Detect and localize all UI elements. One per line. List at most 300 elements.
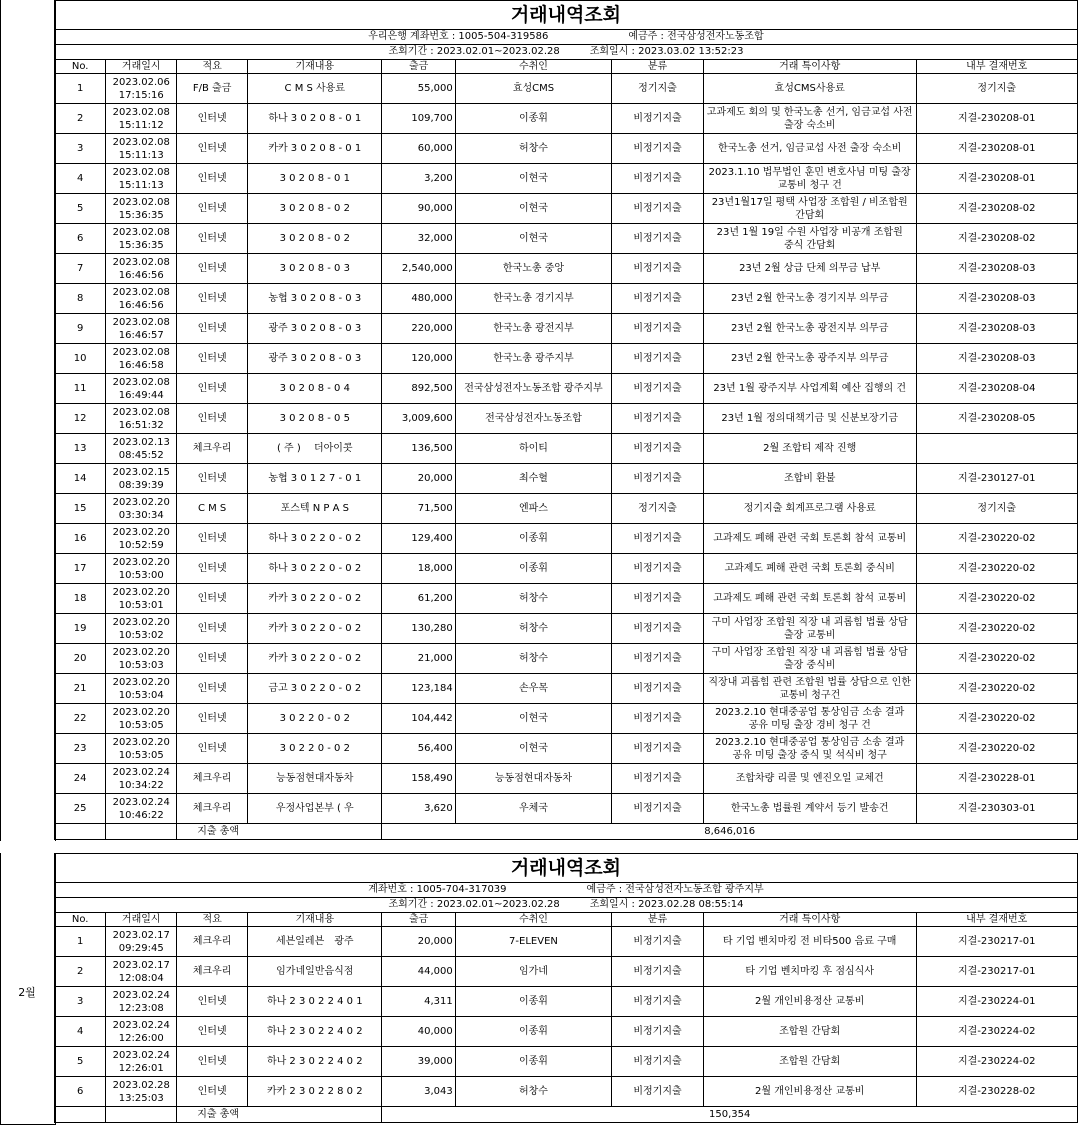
approval-number: 지결-230220-02 bbox=[916, 524, 1077, 554]
transaction-datetime bbox=[106, 644, 177, 674]
transaction-datetime bbox=[106, 314, 177, 344]
expense-category: 비정기지출 bbox=[612, 794, 704, 824]
row-number: 19 bbox=[55, 614, 106, 644]
transaction-date: 2023.02.28 bbox=[112, 1079, 170, 1091]
transaction-time: 10:53:02 bbox=[118, 629, 164, 641]
total-amount: 8,646,016 bbox=[382, 824, 1077, 840]
row-number: 13 bbox=[55, 434, 106, 464]
expense-category: 비정기지출 bbox=[612, 1047, 704, 1077]
row-number: 15 bbox=[55, 494, 106, 524]
row-number: 4 bbox=[55, 1017, 106, 1047]
row-number: 2 bbox=[55, 104, 106, 134]
row-number: 9 bbox=[55, 314, 106, 344]
expense-category: 비정기지출 bbox=[612, 927, 704, 957]
payee-name: 이종휘 bbox=[455, 987, 611, 1017]
payee-name: 이현국 bbox=[455, 734, 611, 764]
withdrawal-amount: 4,311 bbox=[382, 987, 455, 1017]
approval-number: 정기지출 bbox=[916, 74, 1077, 104]
row-number: 20 bbox=[55, 644, 106, 674]
transaction-note: 고과제도 회의 및 한국노총 선거, 임금교섭 사전 출장 숙소비 bbox=[703, 104, 916, 134]
transaction-row bbox=[55, 794, 1078, 824]
transaction-row bbox=[55, 344, 1078, 374]
expense-category: 비정기지출 bbox=[612, 254, 704, 284]
expense-category: 비정기지출 bbox=[612, 284, 704, 314]
transaction-time: 15:36:35 bbox=[118, 209, 164, 221]
transaction-memo: 인터넷 bbox=[177, 704, 248, 734]
transaction-datetime bbox=[106, 554, 177, 584]
transaction-time: 12:08:04 bbox=[118, 972, 164, 984]
row-number: 6 bbox=[55, 1077, 106, 1107]
transaction-date: 2023.02.24 bbox=[112, 1019, 170, 1031]
query-period: 조회기간 : 2023.02.01~2023.02.28 bbox=[388, 899, 560, 910]
approval-number: 지결-230208-03 bbox=[916, 254, 1077, 284]
query-period: 조회기간 : 2023.02.01~2023.02.28 bbox=[388, 46, 560, 57]
expense-category: 비정기지출 bbox=[612, 404, 704, 434]
withdrawal-amount: 3,620 bbox=[382, 794, 455, 824]
withdrawal-amount: 104,442 bbox=[382, 704, 455, 734]
transaction-note: 23년 1월 19일 수원 사업장 비공개 조합원 중식 간담회 bbox=[703, 224, 916, 254]
account-info-cell bbox=[55, 883, 1078, 898]
account-info-row bbox=[55, 883, 1078, 898]
transaction-memo: 인터넷 bbox=[177, 194, 248, 224]
transaction-time: 12:26:01 bbox=[118, 1062, 164, 1074]
transaction-description: 하나 2 3 0 2 2 4 0 1 bbox=[248, 987, 382, 1017]
transaction-note: 23년 2월 한국노총 광주지부 의무금 bbox=[703, 344, 916, 374]
row-number: 10 bbox=[55, 344, 106, 374]
transaction-row bbox=[55, 704, 1078, 734]
transaction-row bbox=[55, 927, 1078, 957]
payee-name: 엔파스 bbox=[455, 494, 611, 524]
transaction-row bbox=[55, 524, 1078, 554]
row-number: 7 bbox=[55, 254, 106, 284]
transaction-datetime bbox=[106, 704, 177, 734]
transaction-note: 23년 2월 상급 단체 의무금 납부 bbox=[703, 254, 916, 284]
transaction-datetime bbox=[106, 957, 177, 987]
payee-name: 전국삼성전자노동조합 bbox=[455, 404, 611, 434]
transaction-note: 조합원 간담회 bbox=[703, 1017, 916, 1047]
payee-name: 이현국 bbox=[455, 194, 611, 224]
column-header-row bbox=[55, 913, 1078, 927]
row-number: 1 bbox=[55, 927, 106, 957]
payee-name: 이종휘 bbox=[455, 1017, 611, 1047]
transaction-date: 2023.02.15 bbox=[112, 466, 170, 478]
column-header: 수취인 bbox=[455, 60, 611, 74]
payee-name: 7-ELEVEN bbox=[455, 927, 611, 957]
row-number: 6 bbox=[55, 224, 106, 254]
expense-category: 정기지출 bbox=[612, 494, 704, 524]
transaction-date: 2023.02.06 bbox=[112, 76, 170, 88]
payee-name: 이종휘 bbox=[455, 524, 611, 554]
column-header: 거래일시 bbox=[106, 60, 177, 74]
transaction-row bbox=[55, 494, 1078, 524]
approval-number: 지결-230220-02 bbox=[916, 674, 1077, 704]
statement-title: 거래내역조회 bbox=[55, 854, 1078, 883]
row-number: 1 bbox=[55, 74, 106, 104]
transaction-note: 23년 2월 한국노총 광전지부 의무금 bbox=[703, 314, 916, 344]
row-number: 3 bbox=[55, 987, 106, 1017]
expense-category: 비정기지출 bbox=[612, 957, 704, 987]
transaction-date: 2023.02.17 bbox=[112, 959, 170, 971]
transaction-note: 23년 2월 한국노총 경기지부 의무금 bbox=[703, 284, 916, 314]
transaction-row bbox=[55, 464, 1078, 494]
transaction-description: 카카 3 0 2 2 0 - 0 2 bbox=[248, 614, 382, 644]
row-number: 22 bbox=[55, 704, 106, 734]
transaction-time: 16:51:32 bbox=[118, 419, 164, 431]
transaction-memo: 인터넷 bbox=[177, 224, 248, 254]
transaction-row bbox=[55, 284, 1078, 314]
period-info-cell bbox=[55, 898, 1078, 913]
transaction-datetime bbox=[106, 614, 177, 644]
withdrawal-amount: 55,000 bbox=[382, 74, 455, 104]
transaction-description: 3 0 2 0 8 - 0 4 bbox=[248, 374, 382, 404]
approval-number: 지결-230224-01 bbox=[916, 987, 1077, 1017]
approval-number: 지결-230208-03 bbox=[916, 314, 1077, 344]
withdrawal-amount: 44,000 bbox=[382, 957, 455, 987]
transaction-datetime bbox=[106, 254, 177, 284]
transaction-memo: 인터넷 bbox=[177, 524, 248, 554]
statement-title: 거래내역조회 bbox=[55, 1, 1078, 30]
transaction-note: 한국노총 선거, 임금교섭 사전 출장 숙소비 bbox=[703, 134, 916, 164]
transaction-description: 광주 3 0 2 0 8 - 0 3 bbox=[248, 344, 382, 374]
total-label: 지출 총액 bbox=[177, 1107, 382, 1123]
transaction-row bbox=[55, 987, 1078, 1017]
expense-category: 정기지출 bbox=[612, 74, 704, 104]
transaction-date: 2023.02.20 bbox=[112, 736, 170, 748]
expense-category: 비정기지출 bbox=[612, 987, 704, 1017]
transaction-row bbox=[55, 434, 1078, 464]
payee-name: 허창수 bbox=[455, 1077, 611, 1107]
transaction-description: 포스텍 N P A S bbox=[248, 494, 382, 524]
transaction-memo: 인터넷 bbox=[177, 1047, 248, 1077]
row-number: 8 bbox=[55, 284, 106, 314]
transaction-time: 10:53:05 bbox=[118, 749, 164, 761]
transaction-description: 3 0 2 2 0 - 0 2 bbox=[248, 734, 382, 764]
payee-name: 허창수 bbox=[455, 134, 611, 164]
approval-number: 정기지출 bbox=[916, 494, 1077, 524]
row-number: 16 bbox=[55, 524, 106, 554]
transaction-note: 타 기업 벤치마킹 후 점심식사 bbox=[703, 957, 916, 987]
payee-name: 한국노총 경기지부 bbox=[455, 284, 611, 314]
row-number: 25 bbox=[55, 794, 106, 824]
transaction-row bbox=[55, 584, 1078, 614]
column-header: 분류 bbox=[612, 913, 704, 927]
withdrawal-amount: 3,009,600 bbox=[382, 404, 455, 434]
approval-number bbox=[916, 434, 1077, 464]
transaction-row bbox=[55, 194, 1078, 224]
row-number: 2 bbox=[55, 957, 106, 987]
payee-name: 허창수 bbox=[455, 614, 611, 644]
transaction-description: 3 0 2 0 8 - 0 3 bbox=[248, 254, 382, 284]
transaction-date: 2023.02.08 bbox=[112, 136, 170, 148]
expense-category: 비정기지출 bbox=[612, 224, 704, 254]
column-header: No. bbox=[55, 913, 106, 927]
withdrawal-amount: 129,400 bbox=[382, 524, 455, 554]
expense-category: 비정기지출 bbox=[612, 134, 704, 164]
column-header: No. bbox=[55, 60, 106, 74]
transaction-note: 직장내 괴롭힘 관련 조합원 법률 상담으로 인한 교통비 청구건 bbox=[703, 674, 916, 704]
payee-name: 임가네 bbox=[455, 957, 611, 987]
transaction-datetime bbox=[106, 134, 177, 164]
transaction-note: 조합원 간담회 bbox=[703, 1047, 916, 1077]
column-header: 수취인 bbox=[455, 913, 611, 927]
transaction-time: 10:52:59 bbox=[118, 539, 164, 551]
withdrawal-amount: 220,000 bbox=[382, 314, 455, 344]
withdrawal-amount: 39,000 bbox=[382, 1047, 455, 1077]
payee-name: 이종휘 bbox=[455, 554, 611, 584]
payee-name: 이현국 bbox=[455, 704, 611, 734]
row-number: 4 bbox=[55, 164, 106, 194]
transaction-time: 10:53:04 bbox=[118, 689, 164, 701]
transaction-memo: 체크우리 bbox=[177, 957, 248, 987]
column-header: 출금 bbox=[382, 913, 455, 927]
transaction-row bbox=[55, 134, 1078, 164]
transaction-memo: 인터넷 bbox=[177, 164, 248, 194]
transaction-time: 15:11:13 bbox=[118, 149, 164, 161]
transaction-description: 농협 3 0 1 2 7 - 0 1 bbox=[248, 464, 382, 494]
transaction-row bbox=[55, 104, 1078, 134]
transaction-description: 카카 3 0 2 2 0 - 0 2 bbox=[248, 584, 382, 614]
account-number: 계좌번호 : 1005-704-317039 bbox=[368, 884, 507, 895]
statement-title-row bbox=[55, 854, 1078, 883]
row-number: 23 bbox=[55, 734, 106, 764]
payee-name: 우체국 bbox=[455, 794, 611, 824]
payee-name: 이종휘 bbox=[455, 1047, 611, 1077]
expense-category: 비정기지출 bbox=[612, 524, 704, 554]
transaction-time: 12:26:00 bbox=[118, 1032, 164, 1044]
transaction-memo: 인터넷 bbox=[177, 404, 248, 434]
account-info-row bbox=[55, 30, 1078, 45]
transaction-datetime bbox=[106, 764, 177, 794]
payee-name: 이현국 bbox=[455, 224, 611, 254]
withdrawal-amount: 18,000 bbox=[382, 554, 455, 584]
expense-category: 비정기지출 bbox=[612, 554, 704, 584]
transaction-memo: 인터넷 bbox=[177, 1077, 248, 1107]
approval-number: 지결-230228-01 bbox=[916, 764, 1077, 794]
expense-category: 비정기지출 bbox=[612, 674, 704, 704]
withdrawal-amount: 120,000 bbox=[382, 344, 455, 374]
transaction-row bbox=[55, 554, 1078, 584]
column-header: 거래 특이사항 bbox=[703, 60, 916, 74]
transaction-memo: 인터넷 bbox=[177, 674, 248, 704]
transaction-datetime bbox=[106, 1077, 177, 1107]
expense-category: 비정기지출 bbox=[612, 704, 704, 734]
transaction-datetime bbox=[106, 1047, 177, 1077]
payee-name: 한국노총 광주지부 bbox=[455, 344, 611, 374]
transaction-time: 03:30:34 bbox=[118, 509, 164, 521]
row-number: 12 bbox=[55, 404, 106, 434]
transaction-description: 카카 2 3 0 2 2 8 0 2 bbox=[248, 1077, 382, 1107]
transaction-memo: 체크우리 bbox=[177, 764, 248, 794]
transaction-datetime bbox=[106, 794, 177, 824]
transaction-description: 광주 3 0 2 0 8 - 0 3 bbox=[248, 314, 382, 344]
payee-name: 허창수 bbox=[455, 644, 611, 674]
total-blank bbox=[106, 824, 177, 840]
transaction-description: 3 0 2 0 8 - 0 5 bbox=[248, 404, 382, 434]
transaction-datetime bbox=[106, 104, 177, 134]
transaction-memo: 인터넷 bbox=[177, 1017, 248, 1047]
transaction-datetime bbox=[106, 494, 177, 524]
transaction-description: 카카 3 0 2 2 0 - 0 2 bbox=[248, 644, 382, 674]
transaction-datetime bbox=[106, 164, 177, 194]
expense-category: 비정기지출 bbox=[612, 764, 704, 794]
transaction-date: 2023.02.20 bbox=[112, 496, 170, 508]
withdrawal-amount: 3,200 bbox=[382, 164, 455, 194]
payee-name: 효성CMS bbox=[455, 74, 611, 104]
transaction-time: 10:53:00 bbox=[118, 569, 164, 581]
transaction-row bbox=[55, 314, 1078, 344]
transaction-date: 2023.02.20 bbox=[112, 556, 170, 568]
expense-category: 비정기지출 bbox=[612, 644, 704, 674]
transaction-note: 2월 조합티 제작 진행 bbox=[703, 434, 916, 464]
transaction-datetime bbox=[106, 464, 177, 494]
row-number: 5 bbox=[55, 1047, 106, 1077]
transaction-memo: F/B 출금 bbox=[177, 74, 248, 104]
transaction-note: 23년 1월 광주지부 사업계획 예산 집행의 건 bbox=[703, 374, 916, 404]
transaction-time: 16:46:57 bbox=[118, 329, 164, 341]
approval-number: 지결-230220-02 bbox=[916, 554, 1077, 584]
transaction-memo: 인터넷 bbox=[177, 134, 248, 164]
transaction-note: 고과제도 폐해 관련 국회 토론회 참석 교통비 bbox=[703, 584, 916, 614]
withdrawal-amount: 109,700 bbox=[382, 104, 455, 134]
transaction-date: 2023.02.08 bbox=[112, 406, 170, 418]
total-row bbox=[55, 824, 1078, 840]
transaction-datetime bbox=[106, 434, 177, 464]
transaction-note: 고과제도 폐해 관련 국회 토론회 참석 교통비 bbox=[703, 524, 916, 554]
transaction-time: 15:11:13 bbox=[118, 179, 164, 191]
transaction-description: 세븐일레븐 광주 bbox=[248, 927, 382, 957]
approval-number: 지결-230224-02 bbox=[916, 1017, 1077, 1047]
transaction-date: 2023.02.20 bbox=[112, 706, 170, 718]
transaction-time: 08:45:52 bbox=[118, 449, 164, 461]
payee-name: 전국삼성전자노동조합 광주지부 bbox=[455, 374, 611, 404]
transaction-datetime bbox=[106, 194, 177, 224]
sheet-side-column-top bbox=[0, 0, 56, 841]
approval-number: 지결-230228-02 bbox=[916, 1077, 1077, 1107]
transaction-memo: 인터넷 bbox=[177, 554, 248, 584]
approval-number: 지결-230220-02 bbox=[916, 644, 1077, 674]
column-header: 내부 결재번호 bbox=[916, 60, 1077, 74]
approval-number: 지결-230208-04 bbox=[916, 374, 1077, 404]
withdrawal-amount: 20,000 bbox=[382, 927, 455, 957]
transaction-description: ( 주 ) 더아이콧 bbox=[248, 434, 382, 464]
column-header: 거래 특이사항 bbox=[703, 913, 916, 927]
expense-category: 비정기지출 bbox=[612, 104, 704, 134]
transaction-row bbox=[55, 734, 1078, 764]
payee-name: 한국노총 광전지부 bbox=[455, 314, 611, 344]
transaction-time: 10:53:01 bbox=[118, 599, 164, 611]
transaction-row bbox=[55, 957, 1078, 987]
transaction-datetime bbox=[106, 1017, 177, 1047]
transaction-memo: 체크우리 bbox=[177, 434, 248, 464]
transaction-date: 2023.02.20 bbox=[112, 616, 170, 628]
payee-name: 한국노총 중앙 bbox=[455, 254, 611, 284]
transaction-time: 08:39:39 bbox=[118, 479, 164, 491]
account-holder: 예금주 : 전국삼성전자노동조합 광주지부 bbox=[586, 884, 764, 895]
approval-number: 지결-230127-01 bbox=[916, 464, 1077, 494]
account-holder: 예금주 : 전국삼성전자노동조합 bbox=[628, 31, 764, 42]
transaction-memo: 인터넷 bbox=[177, 374, 248, 404]
transaction-memo: 인터넷 bbox=[177, 314, 248, 344]
transaction-date: 2023.02.08 bbox=[112, 286, 170, 298]
transaction-description: 임가네일반음식점 bbox=[248, 957, 382, 987]
transaction-row bbox=[55, 74, 1078, 104]
transaction-memo: 인터넷 bbox=[177, 644, 248, 674]
column-header: 내부 결재번호 bbox=[916, 913, 1077, 927]
transaction-time: 10:53:05 bbox=[118, 719, 164, 731]
statement-table-main bbox=[54, 0, 1078, 840]
transaction-note: 2월 개인비용정산 교통비 bbox=[703, 987, 916, 1017]
approval-number: 지결-230208-01 bbox=[916, 164, 1077, 194]
transaction-time: 15:11:12 bbox=[118, 119, 164, 131]
transaction-datetime bbox=[106, 927, 177, 957]
withdrawal-amount: 21,000 bbox=[382, 644, 455, 674]
transaction-date: 2023.02.08 bbox=[112, 106, 170, 118]
transaction-time: 16:49:44 bbox=[118, 389, 164, 401]
transaction-description: 3 0 2 0 8 - 0 2 bbox=[248, 194, 382, 224]
transaction-datetime bbox=[106, 374, 177, 404]
transaction-time: 16:46:58 bbox=[118, 359, 164, 371]
expense-category: 비정기지출 bbox=[612, 584, 704, 614]
transaction-time: 16:46:56 bbox=[118, 299, 164, 311]
approval-number: 지결-230220-02 bbox=[916, 704, 1077, 734]
transaction-time: 09:29:45 bbox=[118, 942, 164, 954]
transaction-description: 하나 2 3 0 2 2 4 0 2 bbox=[248, 1017, 382, 1047]
transaction-date: 2023.02.24 bbox=[112, 796, 170, 808]
approval-number: 지결-230220-02 bbox=[916, 734, 1077, 764]
transaction-datetime bbox=[106, 584, 177, 614]
transaction-description: 하나 3 0 2 2 0 - 0 2 bbox=[248, 554, 382, 584]
transaction-note: 조합차량 리콜 및 엔진오일 교체건 bbox=[703, 764, 916, 794]
transaction-date: 2023.02.17 bbox=[112, 929, 170, 941]
transaction-description: 3 0 2 2 0 - 0 2 bbox=[248, 704, 382, 734]
transaction-date: 2023.02.08 bbox=[112, 376, 170, 388]
transaction-date: 2023.02.08 bbox=[112, 346, 170, 358]
period-info-row bbox=[55, 898, 1078, 913]
transaction-date: 2023.02.08 bbox=[112, 196, 170, 208]
column-header: 기재내용 bbox=[248, 60, 382, 74]
transaction-row bbox=[55, 764, 1078, 794]
withdrawal-amount: 61,200 bbox=[382, 584, 455, 614]
column-header: 적요 bbox=[177, 60, 248, 74]
expense-category: 비정기지출 bbox=[612, 1017, 704, 1047]
withdrawal-amount: 60,000 bbox=[382, 134, 455, 164]
withdrawal-amount: 2,540,000 bbox=[382, 254, 455, 284]
transaction-time: 15:36:35 bbox=[118, 239, 164, 251]
transaction-datetime bbox=[106, 74, 177, 104]
transaction-description: 능동점현대자동차 bbox=[248, 764, 382, 794]
transaction-note: 23년1월17일 평택 사업장 조합원 / 비조합원 간담회 bbox=[703, 194, 916, 224]
payee-name: 이현국 bbox=[455, 164, 611, 194]
expense-category: 비정기지출 bbox=[612, 1077, 704, 1107]
payee-name: 허창수 bbox=[455, 584, 611, 614]
transaction-description: 하나 3 0 2 0 8 - 0 1 bbox=[248, 104, 382, 134]
payee-name: 최수혈 bbox=[455, 464, 611, 494]
expense-category: 비정기지출 bbox=[612, 464, 704, 494]
approval-number: 지결-230303-01 bbox=[916, 794, 1077, 824]
row-number: 5 bbox=[55, 194, 106, 224]
transaction-date: 2023.02.08 bbox=[112, 166, 170, 178]
transaction-note: 구미 사업장 조합원 직장 내 괴롭힘 법률 상담 출장 교통비 bbox=[703, 614, 916, 644]
transaction-note: 고과제도 폐해 관련 국회 토론회 중식비 bbox=[703, 554, 916, 584]
approval-number: 지결-230220-02 bbox=[916, 584, 1077, 614]
period-info-cell bbox=[55, 45, 1078, 60]
transaction-description: 하나 3 0 2 2 0 - 0 2 bbox=[248, 524, 382, 554]
transaction-date: 2023.02.20 bbox=[112, 646, 170, 658]
total-label: 지출 총액 bbox=[177, 824, 382, 840]
approval-number: 지결-230208-05 bbox=[916, 404, 1077, 434]
transaction-row bbox=[55, 1077, 1078, 1107]
transaction-date: 2023.02.24 bbox=[112, 1049, 170, 1061]
